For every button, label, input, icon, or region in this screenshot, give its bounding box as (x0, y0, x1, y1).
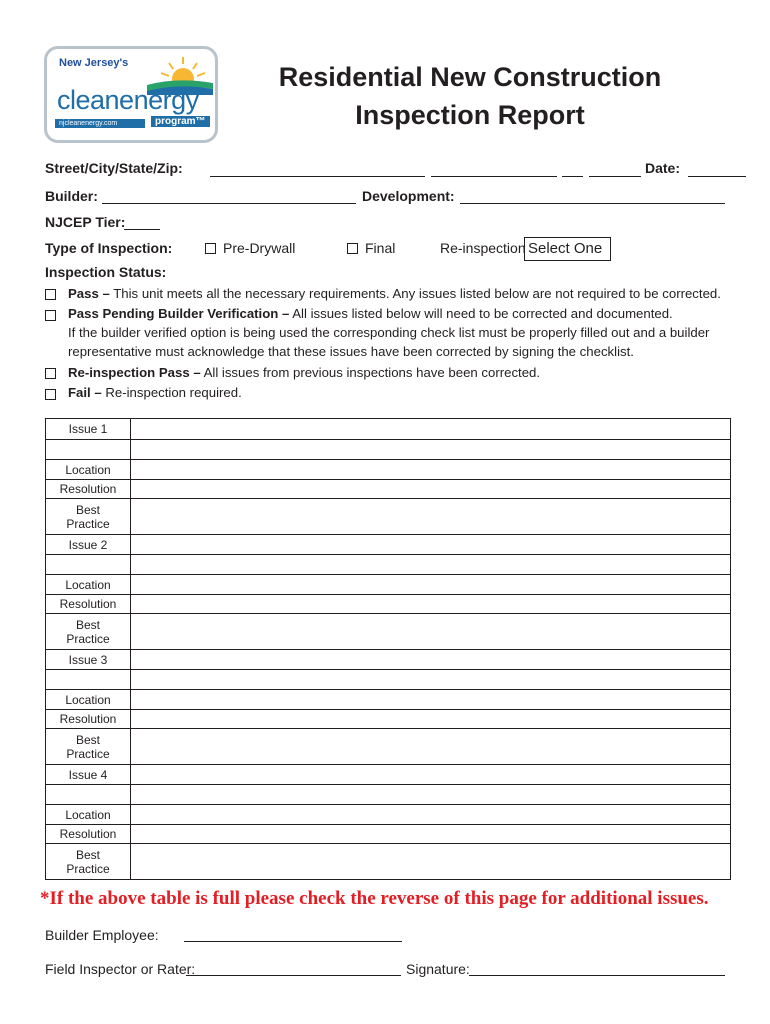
table-row (46, 535, 731, 555)
pending-text: All issues listed below will need to be corrected and documented. (289, 306, 673, 321)
table-row (46, 785, 731, 805)
best-practice-label (46, 499, 131, 535)
issue-3-field[interactable] (131, 650, 731, 670)
reinspection-select[interactable]: Select One (524, 237, 611, 261)
reinspection-pass-text: All issues from previous inspections have been corrected. (200, 365, 541, 380)
pre-drywall-label: Pre-Drywall (223, 240, 296, 256)
pass-option (68, 286, 721, 301)
table-row (46, 575, 731, 595)
practice-text: Practice (66, 861, 110, 876)
table-row (46, 825, 731, 844)
logo-program: program™ (151, 116, 210, 127)
inspector-label: Field Inspector or Rater: (45, 961, 196, 977)
street-field[interactable] (210, 176, 425, 177)
issue-2-field[interactable] (131, 535, 731, 555)
reinspection-pass-checkbox[interactable] (45, 368, 56, 379)
builder-employee-label: Builder Employee: (45, 927, 159, 943)
inspector-field[interactable] (186, 975, 401, 976)
status-heading: Inspection Status: (45, 264, 167, 280)
reinspection-pass-bold: Re-inspection Pass – (68, 365, 201, 380)
title-line-1: Residential New Construction (278, 62, 662, 92)
date-label: Date: (645, 160, 681, 176)
best-text: Best (75, 617, 100, 632)
table-row (46, 614, 731, 650)
table-row (46, 670, 731, 690)
pending-extra-2: representative must acknowledge that these issues have been corrected by signing the checklist. (68, 344, 634, 359)
builder-field[interactable] (102, 203, 356, 204)
title-line-2: Inspection Report (355, 100, 585, 130)
table-row (46, 844, 731, 880)
tier-field[interactable] (124, 229, 160, 230)
issue-3-field-2[interactable] (131, 670, 731, 690)
location-label: Location (46, 575, 131, 595)
street-label: Street/City/State/Zip: (45, 160, 183, 176)
resolution-label: Resolution (46, 480, 131, 499)
location-label: Location (46, 690, 131, 710)
best-text: Best (75, 847, 100, 862)
signature-field[interactable] (469, 975, 725, 976)
builder-label: Builder: (45, 188, 98, 204)
fail-bold: Fail – (68, 385, 102, 400)
fail-text: Re-inspection required. (101, 385, 242, 400)
tier-label: NJCEP Tier: (45, 214, 126, 230)
logo-wordmark: cleanenergy (57, 85, 199, 115)
issue-2-best-practice-field[interactable] (131, 614, 731, 650)
signature-label: Signature: (406, 961, 470, 977)
practice-text: Practice (66, 746, 110, 761)
table-row (46, 729, 731, 765)
table-row (46, 555, 731, 575)
issue-1-label: Issue 1 (46, 419, 131, 440)
pending-checkbox[interactable] (45, 310, 56, 321)
table-row (46, 440, 731, 460)
development-label: Development: (362, 188, 455, 204)
issue-1-field-2[interactable] (131, 440, 731, 460)
table-row (46, 499, 731, 535)
issue-1-location-field[interactable] (131, 460, 731, 480)
issue-3-best-practice-field[interactable] (131, 729, 731, 765)
table-row (46, 805, 731, 825)
fail-option (68, 385, 242, 400)
best-practice-label (46, 844, 131, 880)
zip-field[interactable] (589, 176, 641, 177)
issues-table (45, 418, 731, 880)
issue-3-location-field[interactable] (131, 690, 731, 710)
issue-4-field[interactable] (131, 765, 731, 785)
best-practice-label (46, 729, 131, 765)
logo-state: New Jersey's (59, 57, 129, 69)
date-field[interactable] (688, 176, 746, 177)
additional-issues-note: *If the above table is full please check the reverse of this page for additional issues. (40, 888, 709, 909)
issue-4-resolution-field[interactable] (131, 825, 731, 844)
pass-text: This unit meets all the necessary requirements. Any issues listed below are not required to be corrected. (109, 286, 721, 301)
resolution-label: Resolution (46, 825, 131, 844)
fail-checkbox[interactable] (45, 389, 56, 400)
issue-2-location-field[interactable] (131, 575, 731, 595)
pending-bold: Pass Pending Builder Verification – (68, 306, 290, 321)
best-practice-label (46, 614, 131, 650)
table-row (46, 690, 731, 710)
city-field[interactable] (431, 176, 557, 177)
issue-1-best-practice-field[interactable] (131, 499, 731, 535)
logo-url: njcleanenergy.com (55, 119, 145, 128)
table-row (46, 650, 731, 670)
final-label: Final (365, 240, 396, 256)
pending-extra-1: If the builder verified option is being used the corresponding check list must be properly filled out and a builder (68, 325, 710, 340)
practice-text: Practice (66, 631, 110, 646)
table-row (46, 710, 731, 729)
pass-checkbox[interactable] (45, 289, 56, 300)
table-row (46, 480, 731, 499)
best-text: Best (75, 502, 100, 517)
practice-text: Practice (66, 516, 110, 531)
pass-bold: Pass – (68, 286, 110, 301)
location-label: Location (46, 805, 131, 825)
issue-3-resolution-field[interactable] (131, 710, 731, 729)
issue-3-label: Issue 3 (46, 650, 131, 670)
development-field[interactable] (460, 203, 725, 204)
table-row (46, 460, 731, 480)
issue-2-field-2[interactable] (131, 555, 731, 575)
resolution-label: Resolution (46, 710, 131, 729)
state-field[interactable] (562, 176, 583, 177)
table-row (46, 419, 731, 440)
issue-2-label: Issue 2 (46, 535, 131, 555)
reinspection-label: Re-inspection (440, 240, 526, 256)
pending-option (68, 306, 673, 321)
best-text: Best (75, 732, 100, 747)
pre-drywall-checkbox[interactable] (205, 243, 216, 254)
njcep-logo (44, 46, 218, 143)
issue-4-label: Issue 4 (46, 765, 131, 785)
table-row (46, 765, 731, 785)
issue-4-field-2[interactable] (131, 785, 731, 805)
location-label: Location (46, 460, 131, 480)
reinspection-pass-option (68, 365, 540, 380)
issue-1-resolution-field[interactable] (131, 480, 731, 499)
builder-employee-field[interactable] (184, 941, 402, 942)
issue-2-resolution-field[interactable] (131, 595, 731, 614)
resolution-label: Resolution (46, 595, 131, 614)
issue-1-field[interactable] (131, 419, 731, 440)
final-checkbox[interactable] (347, 243, 358, 254)
page-title (255, 58, 685, 134)
issue-4-location-field[interactable] (131, 805, 731, 825)
type-label: Type of Inspection: (45, 240, 173, 256)
issue-4-best-practice-field[interactable] (131, 844, 731, 880)
table-row (46, 595, 731, 614)
